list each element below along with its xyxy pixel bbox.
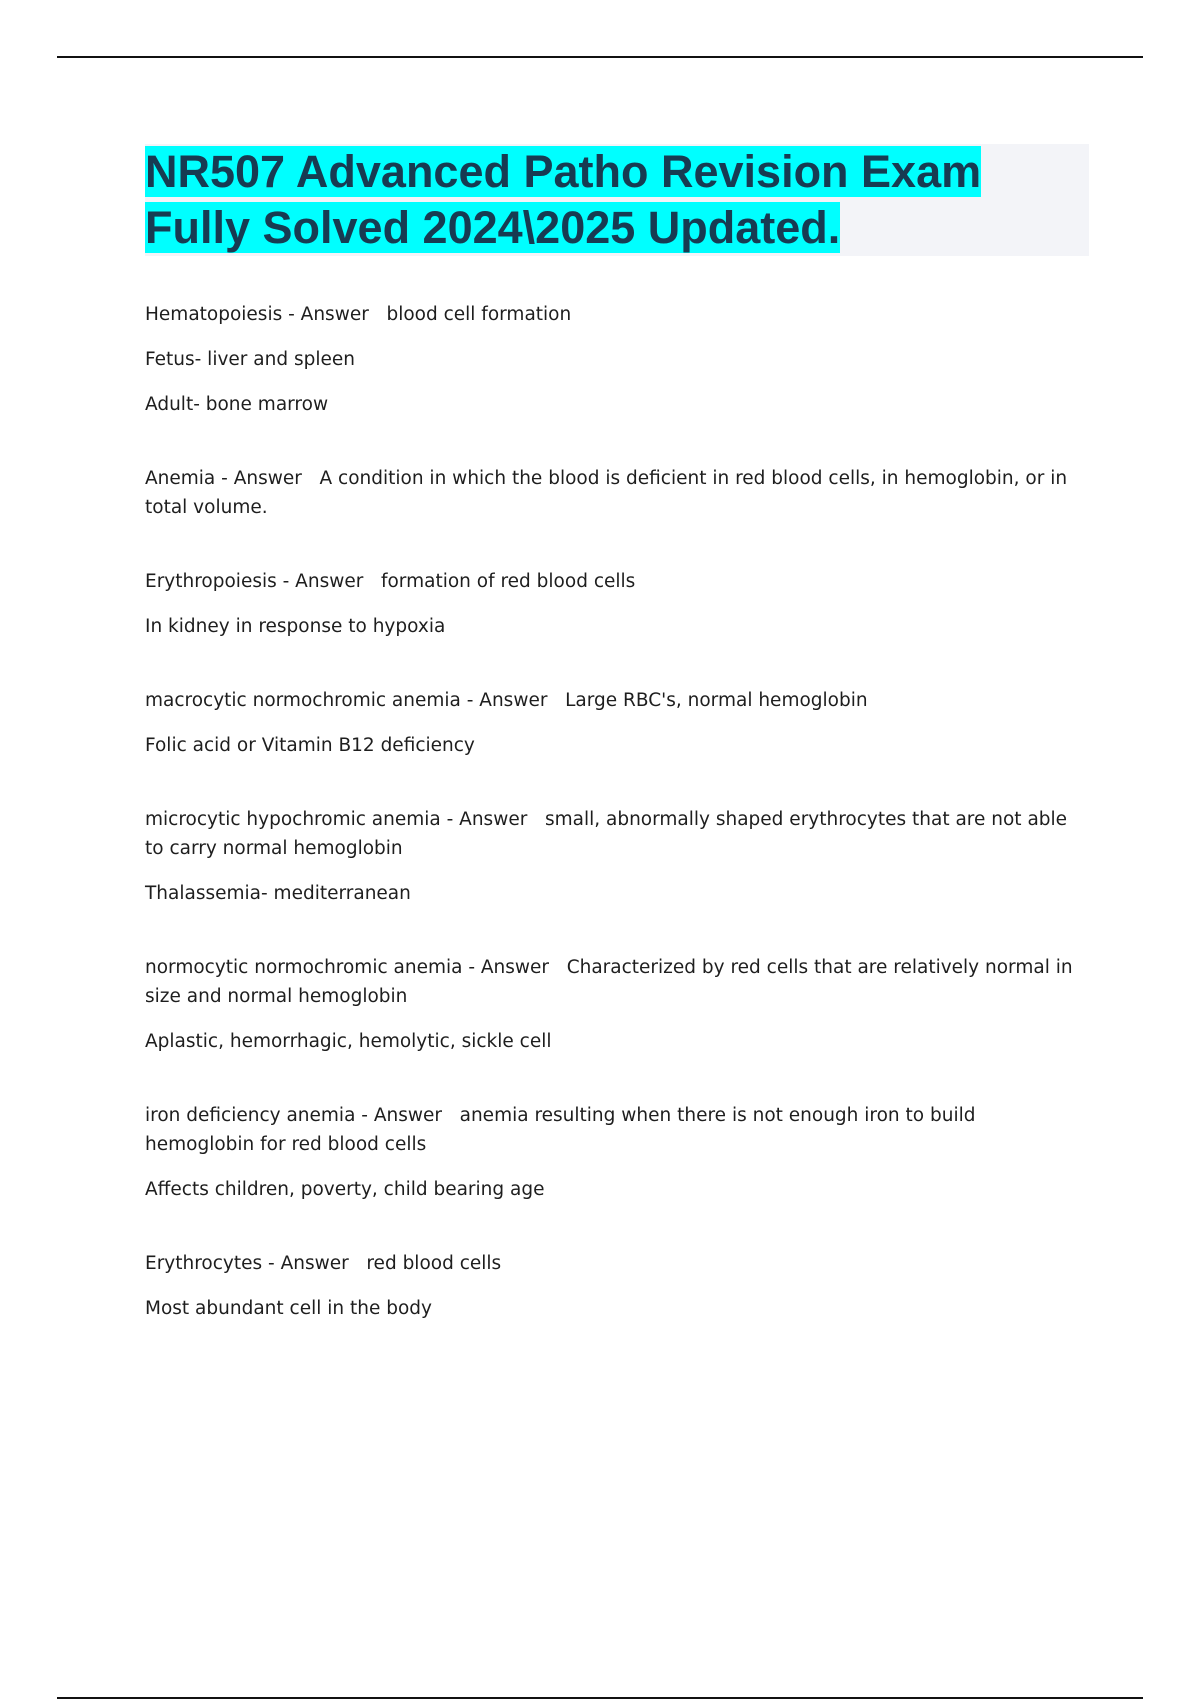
note-line: Adult- bone marrow (145, 394, 329, 415)
title-line-2: Fully Solved 2024\2025 Updated. (145, 202, 841, 253)
answer-separator: - Answer (262, 1253, 367, 1274)
qa-line (145, 1101, 1090, 1159)
qa-entry (145, 300, 1090, 419)
qa-entry (145, 567, 1090, 641)
answer: blood cell formation (386, 304, 572, 325)
qa-line (145, 805, 1090, 863)
note-line: Most abundant cell in the body (145, 1298, 432, 1319)
term: Anemia (145, 468, 216, 489)
answer: Large RBC's, normal hemoglobin (565, 690, 868, 711)
footer-rule (57, 1697, 1143, 1699)
answer: small, abnormally shaped erythrocytes that are not able to carry normal hemoglobin (145, 809, 1068, 859)
term: microcytic hypochromic anemia (145, 809, 441, 830)
answer-separator: - Answer (282, 304, 387, 325)
qa-line (145, 1249, 1090, 1278)
document-title (145, 144, 1089, 256)
term: iron deficiency anemia (145, 1105, 356, 1126)
answer: formation of red blood cells (380, 571, 636, 592)
qa-entry (145, 1249, 1090, 1323)
note-line: Thalassemia- mediterranean (145, 883, 411, 904)
qa-list (145, 300, 1090, 1368)
qa-entry (145, 464, 1090, 522)
term: normocytic normochromic anemia (145, 957, 463, 978)
note-line: Folic acid or Vitamin B12 deficiency (145, 735, 475, 756)
qa-line (145, 464, 1090, 522)
answer-separator: - Answer (462, 957, 567, 978)
qa-entry (145, 805, 1090, 908)
answer: anemia resulting when there is not enough iron to build hemoglobin for red blood cells (145, 1105, 976, 1155)
qa-line (145, 953, 1090, 1011)
answer: A condition in which the blood is deficient in red blood cells, in hemoglobin, or in total volume. (145, 468, 1068, 518)
answer-separator: - Answer (276, 571, 381, 592)
answer-separator: - Answer (460, 690, 566, 711)
qa-line (145, 686, 1090, 715)
answer: red blood cells (366, 1253, 502, 1274)
qa-entry (145, 1101, 1090, 1204)
term: Hematopoiesis (145, 304, 283, 325)
note-line: Fetus- liver and spleen (145, 349, 355, 370)
qa-line (145, 300, 1090, 329)
qa-entry (145, 953, 1090, 1056)
answer-separator: - Answer (440, 809, 545, 830)
qa-entry (145, 686, 1090, 760)
term: Erythropoiesis (145, 571, 277, 592)
title-line-1: NR507 Advanced Patho Revision Exam (145, 146, 982, 197)
answer: Characterized by red cells that are relatively normal in size and normal hemoglobin (145, 957, 1073, 1007)
header-rule (57, 56, 1143, 58)
note-line: Affects children, poverty, child bearing age (145, 1179, 545, 1200)
term: Erythrocytes (145, 1253, 263, 1274)
note-line: Aplastic, hemorrhagic, hemolytic, sickle cell (145, 1031, 552, 1052)
qa-line (145, 567, 1090, 596)
note-line: In kidney in response to hypoxia (145, 616, 446, 637)
answer-separator: - Answer (215, 468, 320, 489)
term: macrocytic normochromic anemia (145, 690, 461, 711)
answer-separator: - Answer (355, 1105, 460, 1126)
